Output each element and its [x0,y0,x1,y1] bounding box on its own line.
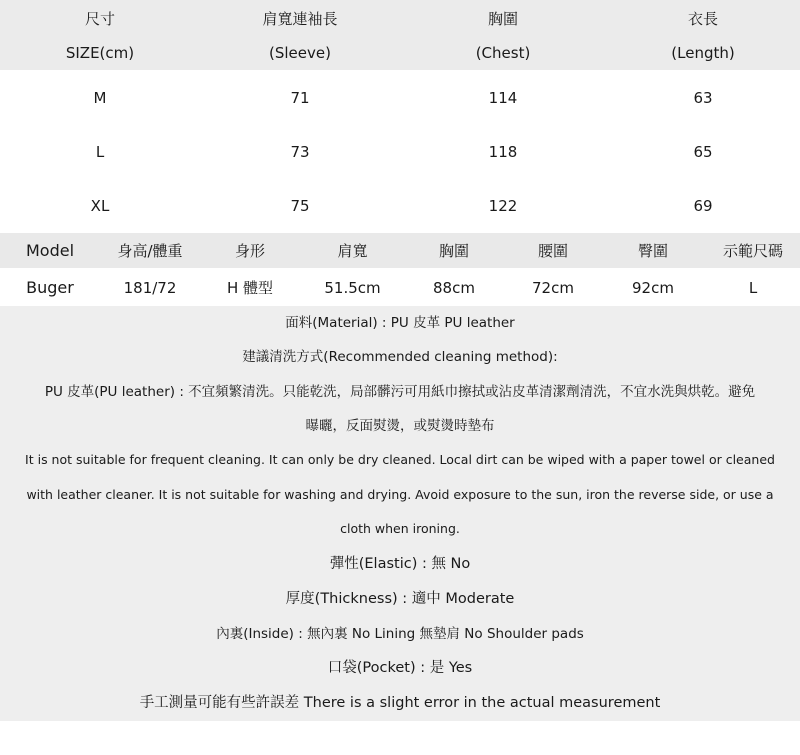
table-row [0,268,800,306]
waist-cell: 72cm [532,279,574,297]
size-cell: M [93,89,107,107]
header-waist: 腰圍 [537,242,568,260]
sleeve-cell: 71 [290,89,310,107]
header-chest-zh: 胸圍 [487,10,518,28]
header-shoulder: 肩寬 [337,242,368,260]
header-hip: 臀圍 [637,242,668,260]
header-demo-size: 示範尺碼 [722,242,783,260]
inside-line: 內裏(Inside) : 無內裏 No Lining 無墊肩 No Shoulder pads [216,626,584,642]
header-model: Model [25,241,75,260]
model-name-cell: Buger [26,278,74,297]
cleaning-title: 建議清洗方式(Recommended cleaning method): [242,349,558,365]
demo-size-cell: L [748,279,758,297]
table-row [0,125,800,179]
size-cell: XL [90,197,110,215]
body-shape-cell: H 體型 [226,279,274,297]
thickness-line: 厚度(Thickness) : 適中 Moderate [285,591,515,607]
header-length-en: (Length) [671,44,735,62]
shoulder-cell: 51.5cm [324,279,381,297]
size-cell: L [95,143,105,161]
size-table-header [0,0,800,70]
length-cell: 63 [693,89,713,107]
elastic-line: 彈性(Elastic) : 無 No [329,556,471,572]
chest-cell: 122 [488,197,518,215]
header-sleeve-en: (Sleeve) [269,44,331,62]
header-size-zh: 尺寸 [84,10,115,28]
material-line: 面料(Material) : PU 皮革 PU leather [285,315,515,331]
chest-cell: 118 [488,143,518,161]
header-chest: 胸圍 [438,242,469,260]
table-row [0,71,800,125]
cleaning-en-line-3: cloth when ironing. [340,521,460,536]
header-length-zh: 衣長 [687,10,718,28]
length-cell: 65 [693,143,713,161]
header-chest-en: (Chest) [475,44,531,62]
header-size-en: SIZE(cm) [65,44,135,62]
header-body-shape: 身形 [234,242,265,260]
cleaning-zh-line-2: 曝曬，反面熨燙，或熨燙時墊布 [305,418,495,434]
length-cell: 69 [693,197,713,215]
hip-cell: 92cm [632,279,674,297]
product-info-section [0,306,800,721]
table-row [0,179,800,233]
height-weight-cell: 181/72 [123,279,177,297]
cleaning-zh-line-1: PU 皮革(PU leather) : 不宜頻繁清洗。只能乾洗，局部髒污可用紙巾擦拭或沾皮革清潔劑清洗，不宜水洗與烘乾。避免 [44,384,756,400]
sleeve-cell: 73 [290,143,310,161]
measurement-note: 手工測量可能有些許誤差 There is a slight error in the actual measurement [139,695,661,711]
sleeve-cell: 75 [290,197,310,215]
chest-cell: 114 [488,89,518,107]
cleaning-en-line-2: with leather cleaner. It is not suitable for washing and drying. Avoid exposure to the sun, iron the reverse side, or use a [26,487,774,502]
model-table-header [0,233,800,268]
header-height-weight: 身高/體重 [117,242,183,260]
chest-cell: 88cm [433,279,475,297]
header-sleeve-zh: 肩寬連袖長 [262,10,338,28]
cleaning-en-line-1: It is not suitable for frequent cleaning. It can only be dry cleaned. Local dirt can be wiped with a paper towel or cleaned [25,452,775,467]
pocket-line: 口袋(Pocket) : 是 Yes [327,660,473,676]
